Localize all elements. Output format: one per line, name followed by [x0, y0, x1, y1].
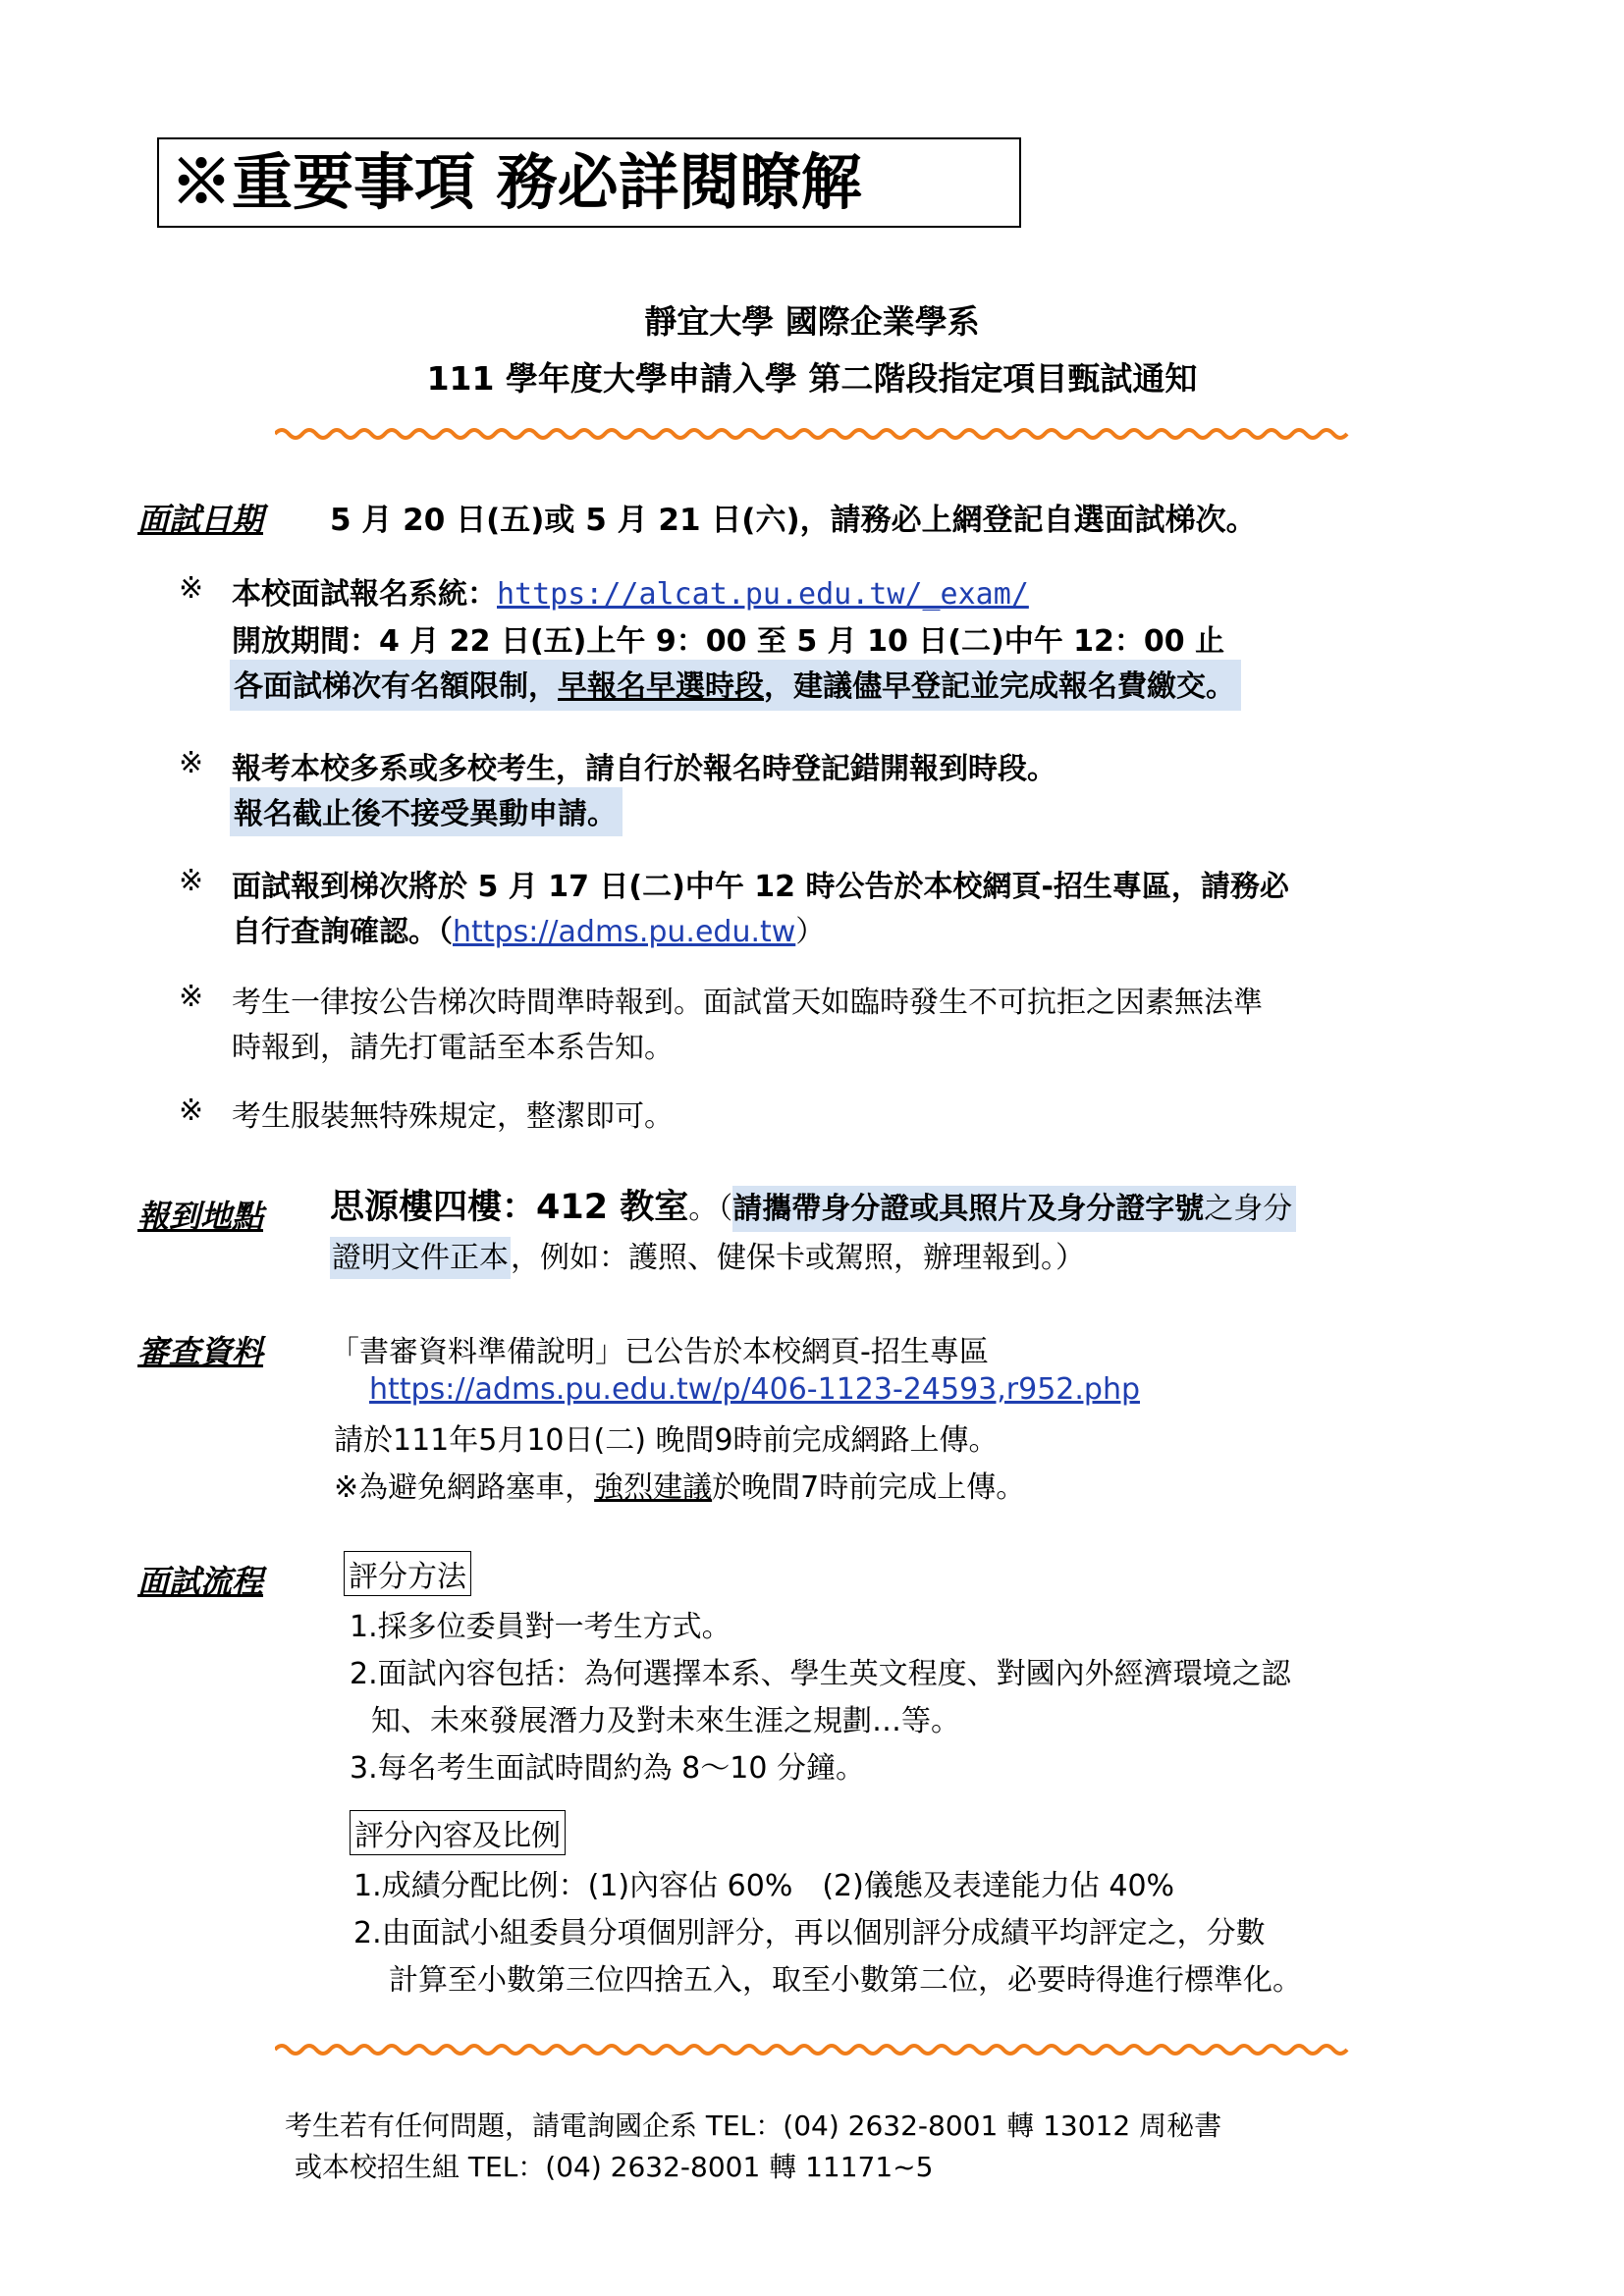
bullet-mark: ※	[179, 980, 204, 1014]
exam-system-line	[232, 569, 1029, 613]
footer-contact-admission: 或本校招生組 TEL：(04) 2632-8001 轉 11171~5	[295, 2151, 934, 2183]
bullet-mark: ※	[179, 746, 204, 780]
exam-system-prefix: 本校面試報名系統：	[232, 577, 497, 612]
punctual-notice-line1: 考生一律按公告梯次時間準時報到。面試當天如臨時發生不可抗拒之因素無法準	[232, 986, 1263, 1020]
review-label: 審查資料	[137, 1333, 264, 1370]
process-label: 面試流程	[137, 1563, 264, 1600]
bullet-mark: ※	[179, 864, 204, 898]
review-guide-link[interactable]: https://adms.pu.edu.tw/p/406-1123-24593,r952.php	[369, 1372, 1141, 1407]
scoring-method-box: 評分方法	[344, 1551, 471, 1596]
footer-contact-dept: 考生若有任何問題，請電詢國企系 TEL：(04) 2632-8001 轉 13012 周秘書	[285, 2109, 1222, 2142]
notice-banner: ※重要事項 務必詳閱瞭解	[157, 137, 1021, 228]
admission-site-link[interactable]: https://adms.pu.edu.tw	[453, 915, 796, 949]
open-period-text: 開放期間：4 月 22 日(五)上午 9：00 至 5 月 10 日(二)中午 12：00 止	[232, 624, 1225, 659]
interview-date-label: 面試日期	[137, 501, 264, 538]
dress-code-notice: 考生服裝無特殊規定，整潔即可。	[232, 1099, 674, 1134]
interview-date-text: 5 月 20 日(五)或 5 月 21 日(六)，請務必上網登記自選面試梯次。	[330, 503, 1257, 538]
scoring-item: 3.每名考生面試時間約為 8～10 分鐘。	[350, 1751, 865, 1786]
orange-wave-divider-top	[275, 424, 1355, 444]
exam-system-link[interactable]: https://alcat.pu.edu.tw/_exam/	[497, 577, 1029, 612]
review-suggestion: ※為避免網路塞車，強烈建議於晚間7時前完成上傳。	[334, 1470, 1026, 1505]
review-notice: 「書審資料準備說明」已公告於本校網頁-招生專區	[330, 1335, 989, 1369]
scoring-item: 知、未來發展潛力及對未來生涯之規劃…等。	[371, 1704, 960, 1738]
orange-wave-divider-bottom	[275, 2040, 1355, 2059]
multi-dept-notice: 報考本校多系或多校考生，請自行於報名時登記錯開報到時段。	[232, 752, 1056, 786]
ratio-item: 1.成績分配比例：(1)內容佔 60% (2)儀態及表達能力佔 40%	[353, 1869, 1175, 1903]
scoring-item: 2.面試內容包括：為何選擇本系、學生英文程度、對國內外經濟環境之認	[350, 1657, 1291, 1691]
location-place: 思源樓四樓：412 教室	[330, 1188, 689, 1227]
schedule-check-line: 自行查詢確認。（https://adms.pu.edu.tw）	[232, 915, 826, 949]
bullet-mark: ※	[179, 571, 204, 606]
location-line1: 思源樓四樓：412 教室。（請攜帶身分證或具照片及身分證字號之身分	[330, 1180, 1296, 1229]
title-line-1: 靜宜大學 國際企業學系	[644, 302, 980, 341]
punctual-notice-line2: 時報到，請先打電話至本系告知。	[232, 1031, 674, 1065]
quota-notice: 各面試梯次有名額限制，早報名早選時段，建議儘早登記並完成報名費繳交。	[230, 660, 1241, 711]
review-deadline: 請於111年5月10日(二) 晚間9時前完成網路上傳。	[334, 1423, 999, 1458]
ratio-item: 計算至小數第三位四捨五入，取至小數第二位，必要時得進行標準化。	[389, 1963, 1302, 1998]
scoring-ratio-box: 評分內容及比例	[350, 1810, 566, 1855]
ratio-item: 2.由面試小組委員分項個別評分，再以個別評分成績平均評定之，分數	[353, 1916, 1266, 1950]
location-label: 報到地點	[137, 1198, 264, 1235]
title-line-2: 111 學年度大學申請入學 第二階段指定項目甄試通知	[426, 359, 1198, 398]
no-change-notice: 報名截止後不接受異動申請。	[230, 787, 623, 836]
bullet-mark: ※	[179, 1094, 204, 1128]
location-line2: 證明文件正本，例如：護照、健保卡或駕照，辦理報到。）	[330, 1233, 1085, 1276]
scoring-item: 1.採多位委員對一考生方式。	[350, 1610, 731, 1644]
schedule-announce-text: 面試報到梯次將於 5 月 17 日(二)中午 12 時公告於本校網頁-招生專區，請務必	[232, 870, 1289, 904]
